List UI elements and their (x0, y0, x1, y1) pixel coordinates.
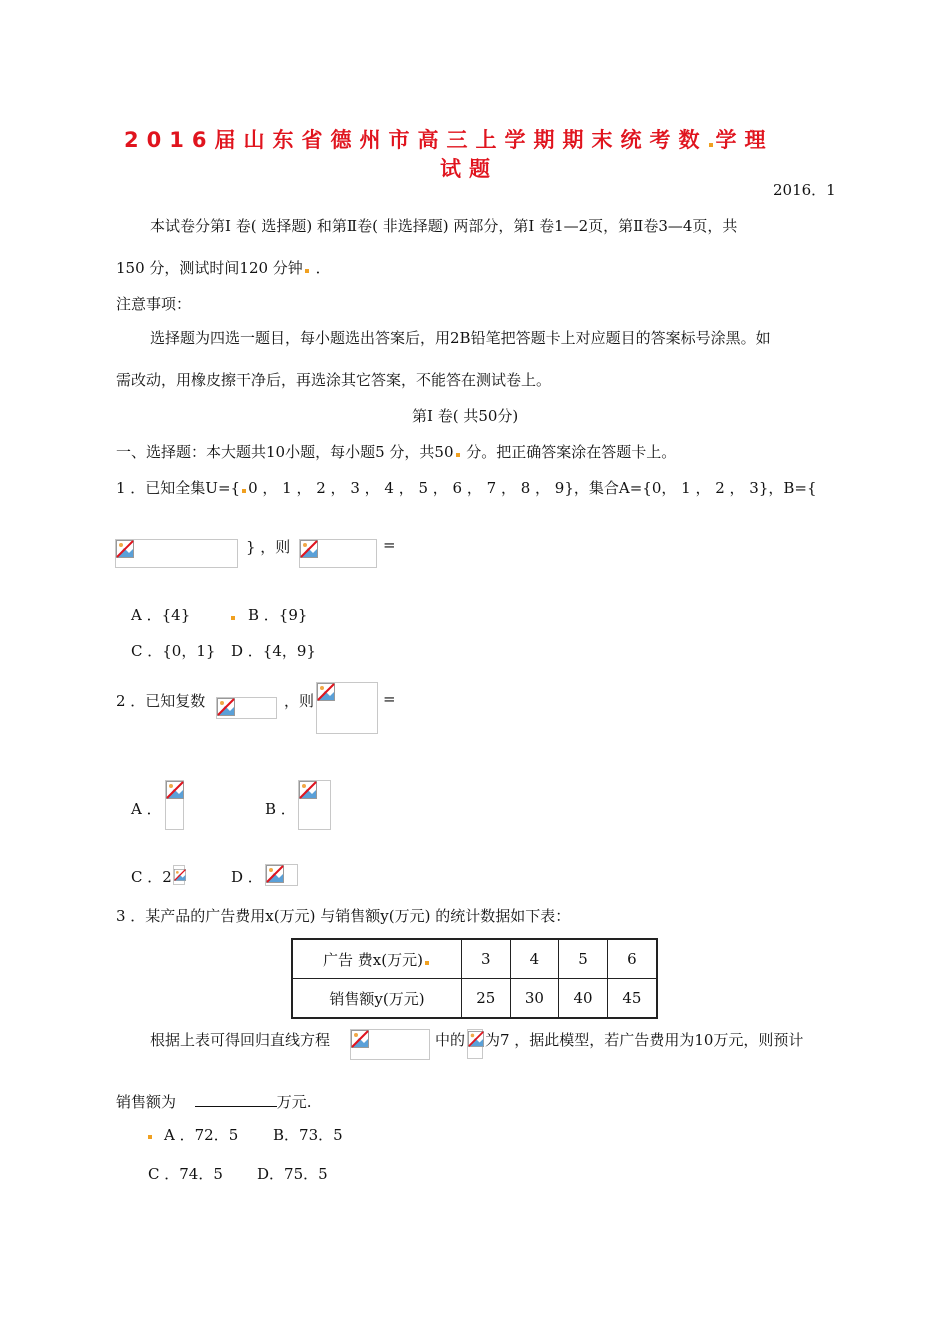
table-cell: 40 (559, 979, 608, 1019)
q2-option-d-image (265, 864, 298, 886)
q1-option-a: A ．{4} (131, 606, 191, 624)
q3-option-c: C ．74．5 (148, 1165, 223, 1183)
q3-stem: 3 ．某产品的广告费用x(万元) 与销售额y(万元) 的统计数据如下表： (116, 907, 571, 925)
q2-option-c-image (173, 865, 185, 885)
table-row (292, 979, 657, 1019)
q2-stem-mid: ，则 (284, 692, 315, 710)
table-cell: 45 (607, 979, 657, 1019)
section1-title: 第I 卷( 共50分) (412, 407, 519, 425)
q3-option-b: B．73．5 (273, 1126, 343, 1144)
q1-set-b-image (115, 539, 238, 568)
q1-option-c: C ．{0，1} (131, 642, 216, 660)
broken-image-icon (166, 781, 184, 799)
table-cell: 3 (462, 939, 511, 979)
q1-equals: = (383, 536, 396, 554)
q3-line2 (116, 1091, 312, 1112)
broken-image-icon (217, 698, 235, 716)
q2-stem-pre: 2 ．已知复数 (116, 692, 206, 710)
intro-line1: 本试卷分第I 卷( 选择题) 和第Ⅱ卷( 非选择题) 两部分，第I 卷1—2页，第Ⅱ卷3—4页，共 (150, 217, 738, 235)
broken-image-icon (317, 683, 335, 701)
notice-line2: 需改动，用橡皮擦干净后，再选涂其它答案，不能答在测试卷上。 (116, 371, 552, 389)
section1-heading (116, 441, 676, 462)
section1-heading-tail: 分。把正确答案涂在答题卡上。 (466, 443, 677, 461)
broken-image-icon (300, 540, 318, 558)
orange-dot-icon (305, 269, 309, 273)
table-row1-label: 广告 费x(万元) (292, 939, 462, 979)
broken-image-icon (468, 1030, 484, 1048)
table-cell: 4 (510, 939, 559, 979)
q2-expression-image (316, 682, 378, 734)
q1-option-b: B ．{9} (248, 606, 308, 624)
broken-image-icon (174, 866, 186, 884)
q3-line2-a: 销售额为 (116, 1093, 177, 1111)
title-line1-tail: 学理 (715, 128, 774, 152)
broken-image-icon (299, 781, 317, 799)
orange-dot-icon (148, 1135, 152, 1139)
q3-coefficient-image (467, 1029, 483, 1059)
q3-option-d: D．75．5 (257, 1165, 328, 1183)
q3-option-a: A ．72．5 (164, 1126, 239, 1144)
q2-option-b: B ． (265, 800, 296, 818)
notice-line1: 选择题为四选一题目，每小题选出答案后，用2B铅笔把答题卡上对应题目的答案标号涂黑。如 (150, 329, 771, 347)
title-line1: 2016届山东省德州市高三上学期期末统考数 (124, 128, 708, 152)
q2-complex-image (216, 697, 277, 719)
q3-line1-c: 为7 ，据此模型，若广告费用为10万元，则预计 (485, 1031, 804, 1049)
answer-blank (195, 1092, 277, 1107)
table-cell: 30 (510, 979, 559, 1019)
q3-line1-a: 根据上表可得回归直线方程 (150, 1031, 331, 1049)
notice-heading: 注意事项： (116, 295, 192, 313)
table-row2-label: 销售额y(万元) (292, 979, 462, 1019)
q1-option-d: D ．{4，9} (231, 642, 316, 660)
table-cell: 6 (607, 939, 657, 979)
q1-then: } ，则 (246, 538, 291, 556)
orange-dot-icon (231, 616, 235, 620)
orange-dot-icon (242, 489, 246, 493)
table-cell: 25 (462, 979, 511, 1019)
orange-dot-icon (425, 961, 429, 965)
orange-dot-icon (456, 453, 460, 457)
intro-line2 (116, 257, 331, 278)
q1-stem-pre: 1 ．已知全集U={ (116, 479, 241, 497)
ad-sales-table (291, 938, 658, 1019)
q2-option-d: D ． (231, 868, 263, 886)
broken-image-icon (351, 1030, 369, 1048)
q2-option-c: C ．2 (131, 868, 172, 886)
q2-option-b-image (298, 780, 331, 830)
q1-expression-image (299, 539, 377, 568)
broken-image-icon (266, 865, 284, 883)
table-row (292, 939, 657, 979)
intro-line2-tail: ． (315, 259, 331, 277)
q3-line2-b: 万元. (276, 1093, 312, 1111)
q3-regression-image (350, 1029, 430, 1060)
q1-stem-post: 0 ， 1 ， 2 ， 3 ， 4 ， 5 ， 6 ， 7 ， 8 ， 9}，集合A={0， 1 ， 2 ， 3}，B={ (248, 479, 817, 497)
section1-heading-text: 一、选择题：本大题共10小题，每小题5 分，共50 (116, 443, 454, 461)
q2-option-a: A ． (131, 800, 162, 818)
document-title (124, 124, 773, 154)
broken-image-icon (116, 540, 134, 558)
intro-line2-text: 150 分，测试时间120 分钟 (116, 259, 303, 277)
orange-dot-icon (709, 143, 713, 147)
q2-option-a-image (165, 780, 184, 830)
exam-date: 2016．1 (773, 181, 836, 199)
title-line2: 试题 (440, 157, 498, 181)
table-cell: 5 (559, 939, 608, 979)
q3-line1-b: 中的 (435, 1031, 466, 1049)
q1-stem (116, 477, 817, 498)
q2-equals: = (383, 690, 396, 708)
